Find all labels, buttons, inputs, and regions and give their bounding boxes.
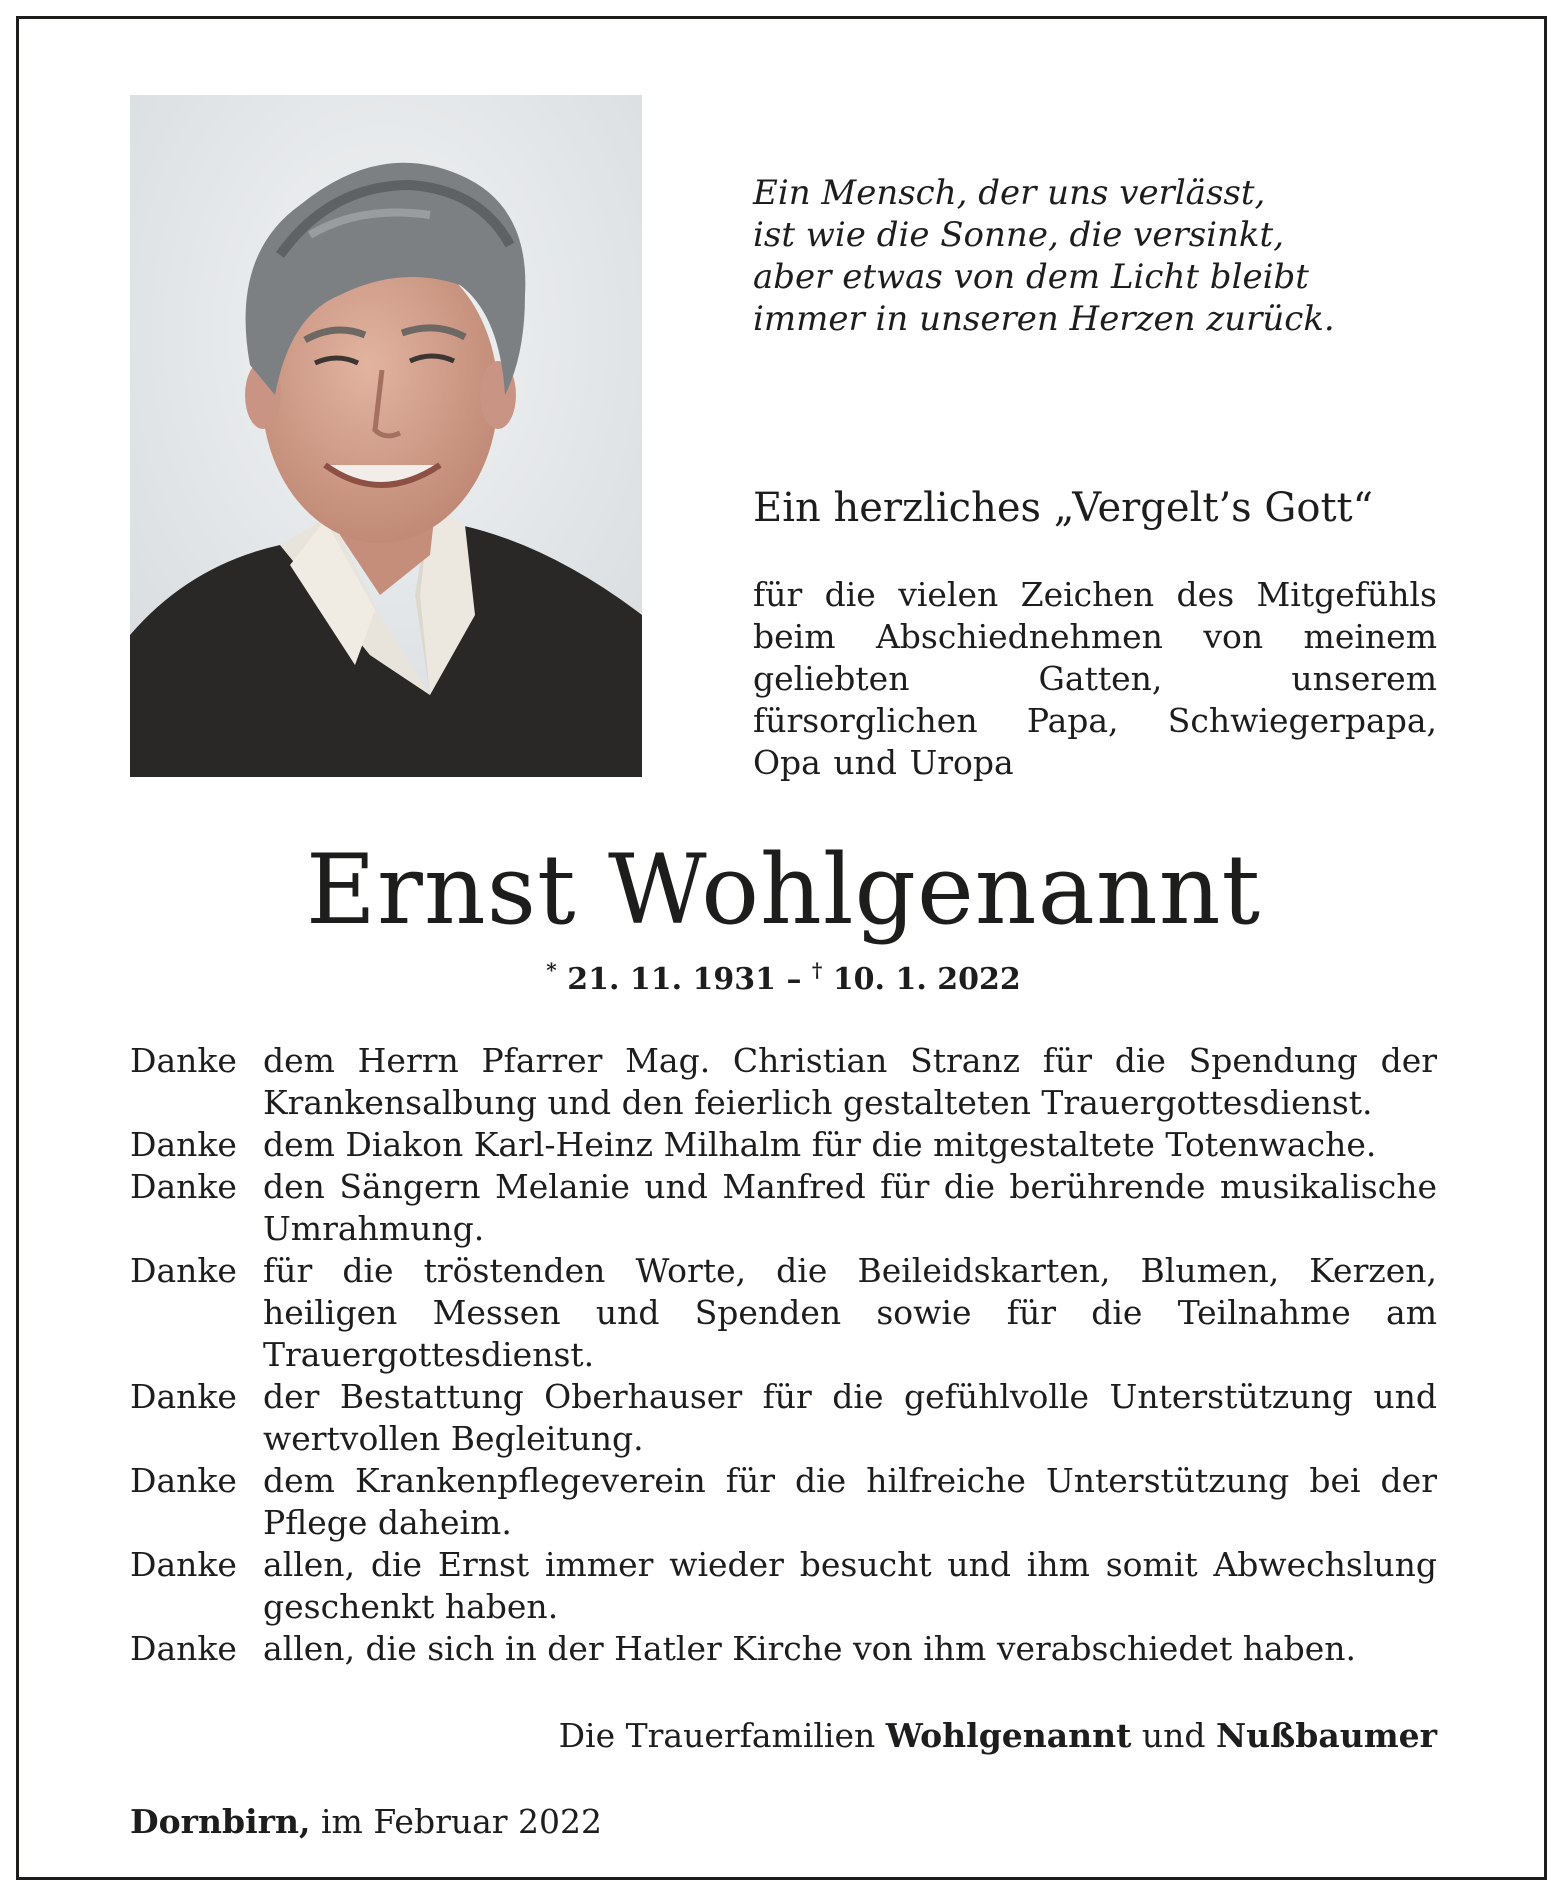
- life-dates: [0, 958, 1567, 997]
- portrait-photo: [130, 95, 642, 777]
- danke-label: Danke: [130, 1125, 237, 1164]
- thanks-intro: für die vielen Zeichen des Mitgefühls beim Abschiednehmen von meinem geliebten Gatten, unserem fürsorglichen Papa, Schwiegerpapa, Opa und Uropa: [753, 575, 1437, 782]
- danke-text: der Bestattung Oberhauser für die gefühlvolle Unterstützung und wertvollen Begleitung.: [263, 1377, 1437, 1458]
- danke-text: allen, die sich in der Hatler Kirche von ihm verabschiedet haben.: [263, 1629, 1357, 1668]
- date: im Februar 2022: [321, 1802, 603, 1841]
- death-date: 10. 1. 2022: [832, 962, 1021, 997]
- danke-label: Danke: [130, 1377, 237, 1416]
- danke-label: Danke: [130, 1461, 237, 1500]
- list-item: [130, 1040, 1437, 1124]
- danke-text: dem Herrn Pfarrer Mag. Christian Stranz für die Spendung der Krankensalbung und den feierlich gestalteten Trauergottesdienst.: [263, 1041, 1437, 1122]
- danke-text: allen, die Ernst immer wieder besucht und ihm somit Abwechslung geschenkt haben.: [263, 1545, 1437, 1626]
- death-symbol: †: [811, 958, 823, 982]
- danke-label: Danke: [130, 1629, 237, 1668]
- list-item: [130, 1124, 1437, 1166]
- danke-text: für die tröstenden Worte, die Beileidskarten, Blumen, Kerzen, heiligen Messen und Spenden sowie für die Teilnahme am Trauergottesdienst.: [263, 1251, 1437, 1374]
- birth-symbol: *: [546, 958, 557, 982]
- list-item: [130, 1460, 1437, 1544]
- danke-label: Danke: [130, 1167, 237, 1206]
- danke-text: dem Diakon Karl-Heinz Milhalm für die mitgestaltete Totenwache.: [263, 1125, 1377, 1164]
- memorial-poem: [753, 172, 1453, 340]
- danke-text: dem Krankenpflegeverein für die hilfreiche Unterstützung bei der Pflege daheim.: [263, 1461, 1437, 1542]
- place-date: [130, 1802, 602, 1841]
- list-item: [130, 1628, 1437, 1670]
- poem-line: immer in unseren Herzen zurück.: [753, 299, 1335, 339]
- list-item: [130, 1544, 1437, 1628]
- list-item: [130, 1250, 1437, 1376]
- list-item: [130, 1376, 1437, 1460]
- danke-text: den Sängern Melanie und Manfred für die berührende musikalische Umrahmung.: [263, 1167, 1437, 1248]
- date-separator: –: [786, 962, 802, 997]
- list-item: [130, 1166, 1437, 1250]
- danke-label: Danke: [130, 1041, 237, 1080]
- birth-date: 21. 11. 1931: [567, 962, 776, 997]
- place: Dornbirn,: [130, 1802, 311, 1841]
- poem-line: ist wie die Sonne, die versinkt,: [753, 215, 1285, 255]
- signature-prefix: Die Trauerfamilien: [558, 1716, 876, 1755]
- poem-line: Ein Mensch, der uns verlässt,: [753, 173, 1266, 213]
- danke-label: Danke: [130, 1251, 237, 1290]
- family-name-1: Wohlgenannt: [885, 1716, 1132, 1755]
- family-name-2: Nußbaumer: [1216, 1716, 1437, 1755]
- poem-line: aber etwas von dem Licht bleibt: [753, 257, 1309, 297]
- danke-label: Danke: [130, 1545, 237, 1584]
- deceased-name: Ernst Wohlgenannt: [305, 834, 1262, 946]
- thanks-heading: Ein herzliches „Vergelt’s Gott“: [753, 485, 1374, 531]
- family-signature: [559, 1716, 1437, 1755]
- signature-conjunction: und: [1141, 1716, 1206, 1755]
- danke-list: [130, 1040, 1437, 1670]
